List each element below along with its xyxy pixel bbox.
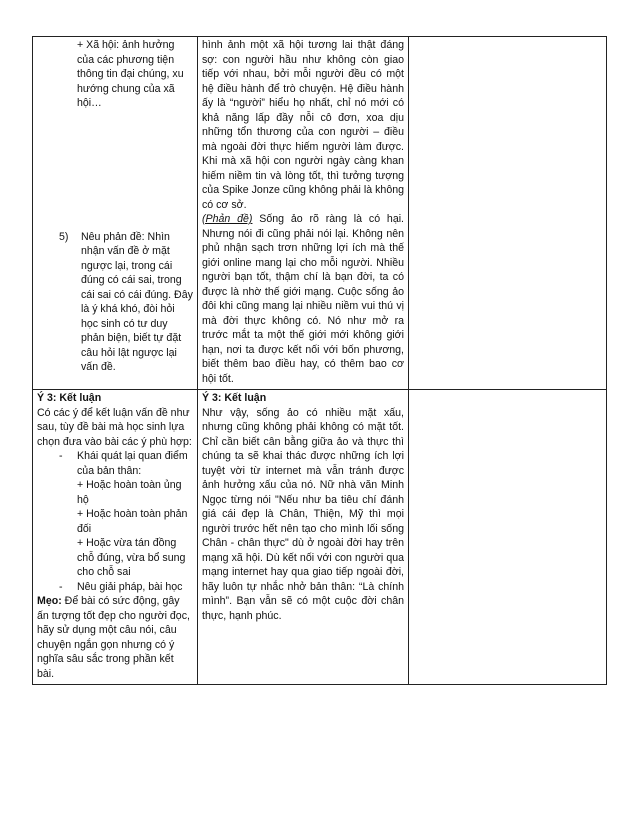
conclusion-heading: Ý 3: Kết luận: [37, 392, 102, 404]
bullet-item: [37, 580, 193, 595]
sub-item: + Hoặc hoàn toàn ủng hộ: [77, 479, 182, 506]
table-row: [33, 390, 607, 685]
tip-label: Mẹo:: [37, 595, 62, 607]
item-number: 5): [59, 230, 69, 243]
table-cell-empty: [409, 390, 607, 685]
example-paragraph-2: [202, 212, 404, 386]
table-cell-example: [198, 37, 409, 390]
table-cell-guidance: [33, 37, 198, 390]
tip-paragraph: [37, 594, 193, 681]
item-text: Nêu phản đề: Nhìn nhận vấn đề ở mặt ngược lại, trong cái đúng có cái sai, trong cái sai có cái đúng. Đây là ý khá khó, đòi hỏi học sinh có tư duy phản biện, biết tự đặt câu hỏi lật ngược lại vấn đề.: [81, 230, 193, 373]
conclusion-paragraph: Như vậy, sống ảo có nhiều mặt xấu, nhưng cũng không phải không có mặt tốt. Chỉ cần biết cân bằng giữa ảo và thực thì chúng ta sẽ khai thác được những ích lợi tuyệt vời từ internet mà vẫn tránh được ảnh hưởng xấu của nó. Nữ nhà văn Minh Ngọc từng nói "Nếu như ba tiêu chí đánh giá cái đẹp là Chân, Thiện, Mỹ thì mọi người trước hết nên tạo cho mình lối sống Chân - chân thực" dù ở ngoài đời hay trên mạng xã hội. Dù kết nối với con người qua mạng internet hay qua giao tiếp ngoài đời, hãy luôn tự nhắc nhở bản thân: “Là chính mình”. Bạn vẫn sẽ có một cuộc đời chân thực, hạnh phúc.: [202, 406, 404, 622]
bullet-dash: -: [59, 450, 63, 462]
counterpoint-label: (Phản đề): [202, 213, 253, 225]
sub-item: + Hoặc vừa tán đồng chỗ đúng, vừa bổ sung cho chỗ sai: [77, 537, 186, 578]
table-cell-conclusion-guidance: [33, 390, 198, 685]
conclusion-intro: Có các ý để kết luận vấn đề như sau, tùy đề bài mà học sinh lựa chọn đưa vào bài các ý phù hợp:: [37, 406, 192, 448]
example-paragraph-1: hình ảnh một xã hội tương lai thật đáng sợ: con người hầu như không còn giao tiếp với nhau, bởi mỗi người đều có một hệ điều hành để trò chuyện. Hệ điều hành ấy là “người” hiểu họ nhất, chỉ nó mới có khả năng lấp đầy nỗi cô đơn, xoa dịu những tổn thương của con người – điều mà ngoài đời thực hiếm người làm được. Khi mà xã hội con người ngày càng khan hiếm niềm tin và lòng tốt, thì tưởng tượng của Spike Jonze cũng không phải là không có cơ sở.: [202, 39, 404, 211]
sub-item: + Hoặc hoàn toàn phản đối: [77, 508, 188, 535]
table-row: [33, 37, 607, 390]
list-item-5: [37, 230, 193, 375]
table-cell-conclusion-example: [198, 390, 409, 685]
list-item-xa-hoi: + Xã hội: ảnh hưởng của các phương tiện thông tin đại chúng, xu hướng chung của xã hội…: [77, 39, 184, 109]
bullet-text: Khái quát lại quan điểm của bản thân:: [77, 450, 188, 477]
counterpoint-text: Sống ảo rõ ràng là có hại. Nhưng nói đi cũng phải nói lại. Không nên phủ nhận sạch trơn những lợi ích mà thế giới online mang lại cho mỗi người. Nhiều người bạn tốt, thậm chí là bạn đời, ta có được là nhờ thế giới mạng. Cuộc sống ảo đôi khi cũng mang lại nhiều niềm vui thú vị mà đời thực không có. Nó như mở ra trước mắt ta một thế giới mới không giới hạn, nơi ta được kết nối với bốn phương, biết thêm bao điều hay, có thêm bao cơ hội tốt.: [202, 213, 405, 385]
bullet-item: [37, 449, 193, 478]
bullet-dash: -: [59, 580, 63, 593]
content-table: [32, 36, 607, 685]
table-cell-empty: [409, 37, 607, 390]
conclusion-heading: Ý 3: Kết luận: [202, 392, 267, 404]
document-page: [32, 36, 606, 685]
bullet-text: Nêu giải pháp, bài học: [77, 580, 183, 593]
tip-text: Để bài có sức động, gây ấn tượng tốt đẹp cho người đọc, hãy sử dụng một câu nói, câu chuyện ngắn gọn nhưng có ý nghĩa sâu sắc trong phần kết bài.: [37, 595, 190, 680]
